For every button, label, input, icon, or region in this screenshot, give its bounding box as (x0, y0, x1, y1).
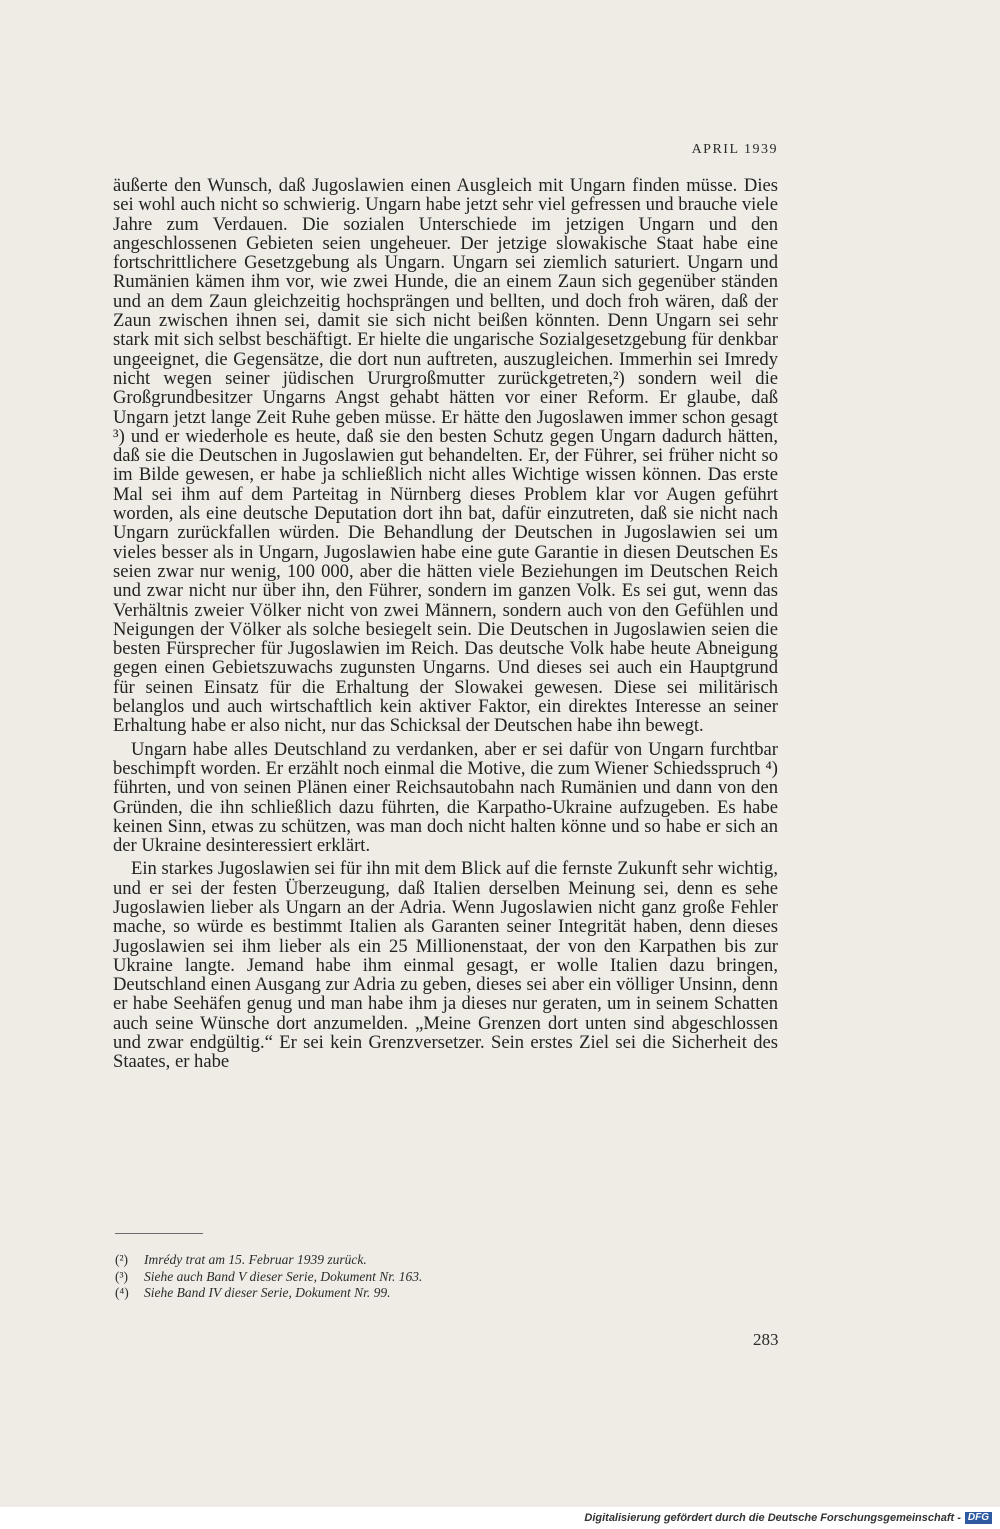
paragraph: äußerte den Wunsch, daß Jugoslawien einen Ausgleich mit Ungarn finden müsse. Dies sei wohl auch nicht so schwierig. Ungarn habe jetzt sehr viel gefressen und brauche viele Jahre zum Verdauen. Die sozialen Unterschiede im jetzigen Ungarn und den angeschlossenen Gebieten seien ungeheuer. Der jetzige slowakische Staat habe eine fortschrittlichere Gesetzgebung als Ungarn. Ungarn sei ziemlich saturiert. Ungarn und Rumänien kämen ihm vor, wie zwei Hunde, die an einem Zaun sich gegenüber ständen und an dem Zaun gleichzeitig hochsprängen und bellten, und doch froh wären, daß der Zaun zwischen ihnen sei, damit sie sich nicht beißen könnten. Denn Ungarn sei sehr stark mit sich selbst beschäftigt. Er hielte die ungarische Sozialgesetzgebung für denkbar ungeeignet, die Gegensätze, die dort nun auftreten, auszugleichen. Immerhin sei Imredy nicht wegen seiner jüdischen Ururgroßmutter zurückgetreten,²) sondern weil die Großgrundbesitzer Ungarns Angst gehabt hätten vor einer Reform. Er glaube, daß Ungarn jetzt lange Zeit Ruhe geben müsse. Er hätte den Jugoslawen immer schon gesagt ³) und er wiederhole es heute, daß sie den besten Schutz gegen Ungarn dadurch hätten, daß sie die Deutschen in Jugoslawien gut behandelten. Er, der Führer, sei früher nicht so im Bilde gewesen, er habe ja schließlich nicht alles Wichtige wissen können. Das erste Mal sei ihm auf dem Parteitag in Nürnberg dieses Problem klar vor Augen geführt worden, als eine deutsche Deputation dort ihn bat, dafür einzutreten, daß sie nicht nach Ungarn zurückfallen würden. Die Behandlung der Deutschen in Jugoslawien sei um vieles besser als in Ungarn, Jugoslawien habe eine gute Garantie in diesen Deutschen Es seien zwar nur wenig, 100 000, aber die hätten viele Beziehungen im Deutschen Reich und zwar nicht nur über ihn, den Führer, sondern im ganzen Volk. Es sei gut, wenn das Verhältnis zweier Völker nicht von zwei Männern, sondern auch von den Gefühlen und Neigungen der Völker als solche besiegelt sein. Die Deutschen in Jugoslawien seien die besten Fürsprecher für Jugoslawien im Reich. Das deutsche Volk habe heute Abneigung gegen einen Gebietszuwachs zugunsten Ungarns. Und dieses sei auch ein Hauptgrund für seinen Einsatz für die Erhaltung der Slowakei gewesen. Diese sei militärisch belanglos und auch wirtschaftlich kein aktiver Faktor, ein direktes Interesse an seiner Erhaltung habe er also nicht, nur das Schicksal der Deutschen habe ihn bewegt. (113, 175, 778, 737)
footnote-number: (³) (115, 1268, 129, 1284)
page-number: 283 (753, 1330, 779, 1349)
footnote-rule (115, 1233, 203, 1234)
footnote-text: Siehe auch Band V dieser Serie, Dokument Nr. 163. (144, 1268, 423, 1284)
footnote-text: Imrédy trat am 15. Februar 1939 zurück. (144, 1252, 367, 1267)
running-head: APRIL 1939 (691, 142, 778, 157)
paragraph: Ungarn habe alles Deutschland zu verdanken, aber er sei dafür von Ungarn furchtbar beschimpft worden. Er erzählt noch einmal die Motive, die zum Wiener Schiedsspruch ⁴) führten, und von seinen Plänen einer Reichsautobahn nach Rumänien und dann von den Gründen, die ihn schließlich dazu führten, die Karpatho-Ukraine aufzugeben. Es habe keinen Sinn, etwas zu schützen, was man doch nicht halten könne und so habe er sich an der Ukraine desinteressiert erklärt. (113, 738, 778, 857)
body-text (113, 176, 778, 1072)
dfg-logo-icon: DFG (965, 1512, 992, 1524)
footnote (115, 1252, 715, 1269)
paragraph: Ein starkes Jugoslawien sei für ihn mit dem Blick auf die fernste Zukunft sehr wichtig, und er sei der festen Überzeugung, daß Italien derselben Meinung sei, denn es sehe Jugoslawien lieber als Ungarn an der Adria. Wenn Jugoslawien nicht ganz große Fehler mache, so würde es bestimmt Italien als Garanten seiner Integrität haben, denn dieses Jugoslawien sei ihm lieber als ein 25 Millionenstaat, der von den Karpathen bis zur Ukraine langte. Jemand habe ihm einmal gesagt, er wolle Italien dazu bringen, Deutschland einen Ausgang zur Adria zu geben, dieses sei aber ein völliger Unsinn, denn er habe Seehäfen genug und man habe ihm ja dieses nur geraten, um in seinem Schatten auch seine Wünsche dort anzumelden. „Meine Grenzen dort unten sind abgeschlossen und zwar endgültig.“ Er sei kein Grenzversetzer. Sein erstes Ziel sei die Sicherheit des Staates, er habe (113, 858, 778, 1073)
footnotes (115, 1252, 715, 1302)
footnote-number: (⁴) (115, 1285, 129, 1300)
digitization-footer (0, 1507, 1000, 1529)
footnote-text: Siehe Band IV dieser Serie, Dokument Nr. 99. (144, 1285, 391, 1300)
footnote (115, 1285, 715, 1302)
footnote-number: (²) (115, 1252, 129, 1267)
dfg-credit-text: Digitalisierung gefördert durch die Deutsche Forschungsgemeinschaft - (584, 1512, 961, 1524)
footnote (115, 1269, 715, 1286)
